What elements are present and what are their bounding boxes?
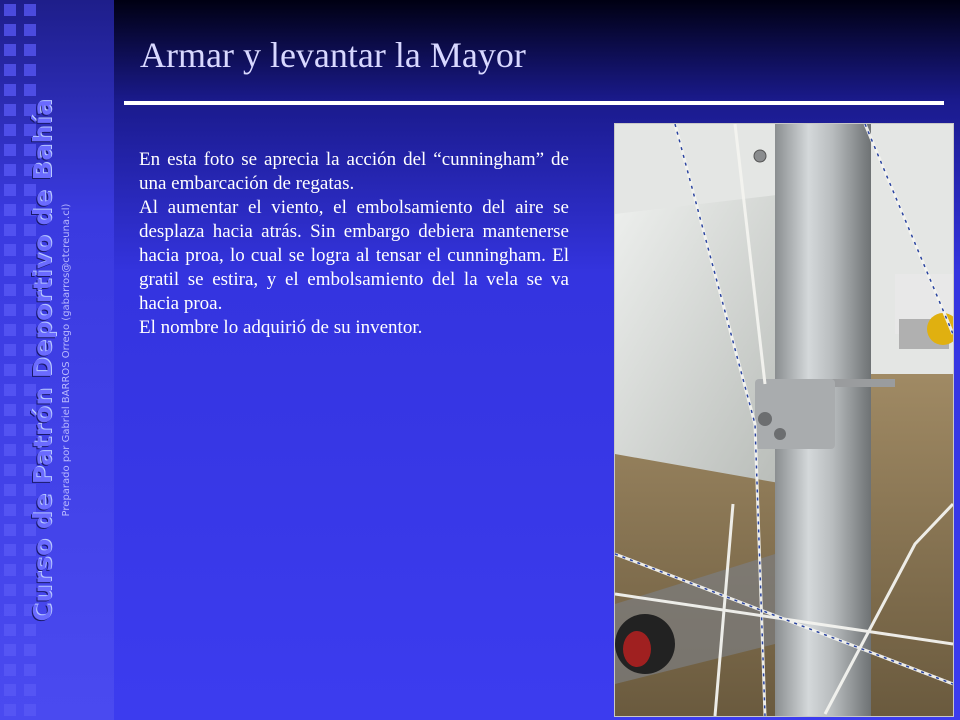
paragraph-1: En esta foto se aprecia la acción del “cunningham” de una embarcación de regatas.	[139, 149, 569, 194]
decorative-square	[4, 704, 16, 716]
decorative-square	[24, 664, 36, 676]
decorative-square	[24, 684, 36, 696]
decorative-square	[4, 364, 16, 376]
vertical-title-block	[28, 90, 72, 630]
decorative-square	[4, 284, 16, 296]
decorative-square	[4, 564, 16, 576]
decorative-square	[4, 264, 16, 276]
decorative-square	[4, 504, 16, 516]
decorative-square	[4, 524, 16, 536]
decorative-square	[4, 464, 16, 476]
paragraph-3: El nombre lo adquirió de su inventor.	[139, 317, 423, 338]
decorative-square	[4, 684, 16, 696]
decorative-square	[4, 584, 16, 596]
decorative-square	[24, 44, 36, 56]
cunningham-photo	[614, 123, 954, 717]
decorative-square	[4, 484, 16, 496]
decorative-square	[4, 4, 16, 16]
decorative-square	[4, 624, 16, 636]
decorative-square	[24, 24, 36, 36]
decorative-square	[4, 404, 16, 416]
decorative-square	[24, 644, 36, 656]
decorative-square	[4, 324, 16, 336]
mast-illustration	[615, 124, 953, 716]
decorative-square	[4, 44, 16, 56]
decorative-square	[4, 244, 16, 256]
decorative-square	[4, 204, 16, 216]
decorative-square	[4, 124, 16, 136]
decorative-square	[4, 544, 16, 556]
paragraph-2: Al aumentar el viento, el embolsamiento del aire se desplaza hacia atrás. Sin embargo debiera mantenerse hacia proa, lo cual se logra al tensar el cunningham. El gratil se estira, y el embolsamiento del la vela se va hacia proa.	[139, 197, 569, 314]
decorative-square	[4, 444, 16, 456]
decorative-square	[24, 64, 36, 76]
decorative-square	[24, 4, 36, 16]
decorative-square	[4, 164, 16, 176]
slide-body	[139, 148, 569, 340]
decorative-square	[4, 144, 16, 156]
author-credit: Preparado por Gabriel BARROS Orrego (gabarros@ctcreuna.cl)	[61, 203, 72, 517]
decorative-square	[4, 304, 16, 316]
decorative-square	[4, 184, 16, 196]
decorative-square	[4, 424, 16, 436]
title-divider	[124, 101, 944, 105]
decorative-square	[4, 604, 16, 616]
decorative-square	[4, 644, 16, 656]
decorative-square	[4, 224, 16, 236]
decorative-square	[4, 664, 16, 676]
decorative-square	[24, 704, 36, 716]
course-title: Curso de Patrón Deportivo de Bahía	[28, 98, 57, 622]
slide-title: Armar y levantar la Mayor	[140, 35, 526, 75]
decorative-square	[4, 64, 16, 76]
decorative-square	[4, 24, 16, 36]
decorative-square	[4, 84, 16, 96]
sidebar-panel	[0, 0, 114, 720]
decorative-square	[4, 384, 16, 396]
decorative-square	[4, 104, 16, 116]
decorative-square	[4, 344, 16, 356]
